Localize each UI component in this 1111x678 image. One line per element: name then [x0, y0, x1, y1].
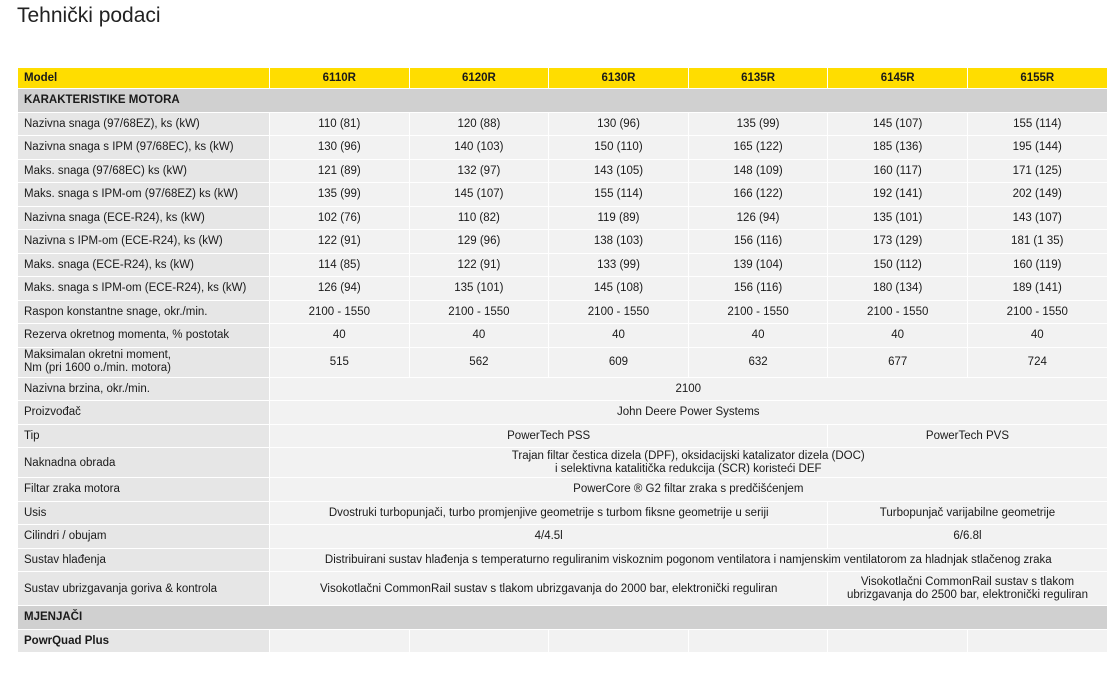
cell-value: 143 (107) [967, 206, 1107, 230]
row-label: Maks. snaga (97/68EC) ks (kW) [18, 159, 270, 183]
cell-value: 2100 [270, 377, 1108, 401]
cell-value: 110 (82) [409, 206, 549, 230]
table-row-aftertreatment [18, 448, 1108, 478]
row-label: Usis [18, 501, 270, 525]
cell-value: Turbopunjač varijabilne geometrije [828, 501, 1107, 525]
cell-value: 2100 - 1550 [409, 300, 549, 324]
cell-value: 110 (81) [270, 112, 410, 136]
cell-value: 202 (149) [967, 183, 1107, 207]
cell-value: 180 (134) [828, 277, 968, 301]
cell-value: 129 (96) [409, 230, 549, 254]
cell-value: 166 (122) [688, 183, 828, 207]
cell-value: 677 [828, 347, 968, 377]
table-row-intake [18, 501, 1108, 525]
cell-value: 150 (112) [828, 253, 968, 277]
cell-value: 181 (1 35) [967, 230, 1107, 254]
table-row [18, 112, 1108, 136]
cell-value [270, 448, 1108, 478]
cell-value: 135 (99) [688, 112, 828, 136]
cell-value: 171 (125) [967, 159, 1107, 183]
table-row [18, 230, 1108, 254]
row-label [18, 347, 270, 377]
cell-value: PowerTech PSS [270, 424, 828, 448]
cell-value: 40 [828, 324, 968, 348]
cell-value: 192 (141) [828, 183, 968, 207]
table-row-torque [18, 347, 1108, 377]
cell-value: 40 [967, 324, 1107, 348]
row-label: Maks. snaga s IPM-om (97/68EZ) ks (kW) [18, 183, 270, 207]
cell-value: 150 (110) [549, 136, 689, 160]
table-row [18, 183, 1108, 207]
cell-value: 724 [967, 347, 1107, 377]
cell-value: PowerCore ® G2 filtar zraka s predčišćenjem [270, 478, 1108, 502]
row-label: Sustav hlađenja [18, 548, 270, 572]
header-model: 6145R [828, 68, 968, 89]
row-label: Filtar zraka motora [18, 478, 270, 502]
cell-value: 145 (108) [549, 277, 689, 301]
row-label: Sustav ubrizgavanja goriva & kontrola [18, 572, 270, 606]
row-label-line: Maksimalan okretni moment, [24, 349, 171, 361]
cell-value: 562 [409, 347, 549, 377]
cell-value: 145 (107) [828, 112, 968, 136]
cell-value: 135 (101) [409, 277, 549, 301]
header-model: 6155R [967, 68, 1107, 89]
page-title: Tehnički podaci [17, 4, 161, 27]
row-label: Raspon konstantne snage, okr./min. [18, 300, 270, 324]
cell-value: 126 (94) [688, 206, 828, 230]
table-row-fuel-system [18, 572, 1108, 606]
cell-value: 2100 - 1550 [549, 300, 689, 324]
cell-value: 140 (103) [409, 136, 549, 160]
table-row [18, 136, 1108, 160]
row-label: Tip [18, 424, 270, 448]
cell-value: 40 [409, 324, 549, 348]
cell-value: 2100 - 1550 [688, 300, 828, 324]
cell-value: 148 (109) [688, 159, 828, 183]
row-label: Naknadna obrada [18, 448, 270, 478]
cell-value: 132 (97) [409, 159, 549, 183]
cell-value: 185 (136) [828, 136, 968, 160]
table-row [18, 253, 1108, 277]
row-label: Cilindri / obujam [18, 525, 270, 549]
cell-value: 156 (116) [688, 230, 828, 254]
cell-value [409, 629, 549, 653]
cell-value: 143 (105) [549, 159, 689, 183]
section-transmission [18, 606, 1108, 630]
row-label-line: Nm (pri 1600 o./min. motora) [24, 362, 171, 374]
row-label: Nazivna snaga (97/68EZ), ks (kW) [18, 112, 270, 136]
cell-value: 40 [270, 324, 410, 348]
cell-value: 155 (114) [549, 183, 689, 207]
cell-value: 2100 - 1550 [828, 300, 968, 324]
cell-value: John Deere Power Systems [270, 401, 1108, 425]
cell-value: 135 (101) [828, 206, 968, 230]
cell-value: 135 (99) [270, 183, 410, 207]
header-model: 6110R [270, 68, 410, 89]
table-row-powrquad [18, 629, 1108, 653]
table-row-manufacturer [18, 401, 1108, 425]
cell-line: ubrizgavanja do 2500 bar, elektronički reguliran [846, 588, 1088, 601]
cell-value: 632 [688, 347, 828, 377]
table-row-cylinders [18, 525, 1108, 549]
table-row [18, 277, 1108, 301]
row-label: Nazivna snaga s IPM (97/68EC), ks (kW) [18, 136, 270, 160]
cell-line: Trajan filtar čestica dizela (DPF), oksidacijski katalizator dizela (DOC) [511, 449, 865, 462]
cell-value: 126 (94) [270, 277, 410, 301]
cell-value: 114 (85) [270, 253, 410, 277]
cell-value: 122 (91) [270, 230, 410, 254]
cell-value: 515 [270, 347, 410, 377]
cell-line: i selektivna katalitička redukcija (SCR) koristeći DEF [555, 462, 822, 475]
cell-value: 133 (99) [549, 253, 689, 277]
row-label: PowrQuad Plus [18, 629, 270, 653]
cell-value: 165 (122) [688, 136, 828, 160]
table-row [18, 206, 1108, 230]
row-label: Proizvođač [18, 401, 270, 425]
cell-value: 4/4.5l [270, 525, 828, 549]
cell-value [688, 629, 828, 653]
cell-value: 609 [549, 347, 689, 377]
table-row-rated-speed [18, 377, 1108, 401]
cell-value [828, 629, 968, 653]
cell-value: 138 (103) [549, 230, 689, 254]
header-model: 6120R [409, 68, 549, 89]
cell-value: 156 (116) [688, 277, 828, 301]
table-row-type [18, 424, 1108, 448]
cell-value: 119 (89) [549, 206, 689, 230]
cell-value: 120 (88) [409, 112, 549, 136]
table-row-air-filter [18, 478, 1108, 502]
cell-value [828, 572, 1107, 606]
header-model: 6130R [549, 68, 689, 89]
table-row [18, 324, 1108, 348]
cell-value: 6/6.8l [828, 525, 1107, 549]
cell-value: 145 (107) [409, 183, 549, 207]
row-label: Nazivna s IPM-om (ECE-R24), ks (kW) [18, 230, 270, 254]
cell-value: 40 [688, 324, 828, 348]
row-label: Maks. snaga (ECE-R24), ks (kW) [18, 253, 270, 277]
row-label: Nazivna snaga (ECE-R24), ks (kW) [18, 206, 270, 230]
cell-value: 155 (114) [967, 112, 1107, 136]
table-row [18, 300, 1108, 324]
section-engine [18, 89, 1108, 113]
cell-value: 173 (129) [828, 230, 968, 254]
header-model-label: Model [18, 68, 270, 89]
cell-value: 102 (76) [270, 206, 410, 230]
cell-value: 160 (119) [967, 253, 1107, 277]
cell-value: 160 (117) [828, 159, 968, 183]
cell-line: Visokotlačni CommonRail sustav s tlakom [860, 575, 1075, 588]
specs-table [17, 67, 1108, 653]
cell-value: 130 (96) [270, 136, 410, 160]
cell-value: 122 (91) [409, 253, 549, 277]
cell-value: 195 (144) [967, 136, 1107, 160]
cell-value: Dvostruki turbopunjači, turbo promjenjive geometrije s turbom fiksne geometrije u seriji [270, 501, 828, 525]
cell-value: 2100 - 1550 [270, 300, 410, 324]
cell-value: Visokotlačni CommonRail sustav s tlakom ubrizgavanja do 2000 bar, elektronički reguliran [270, 572, 828, 606]
header-model: 6135R [688, 68, 828, 89]
cell-value: 189 (141) [967, 277, 1107, 301]
row-label: Rezerva okretnog momenta, % postotak [18, 324, 270, 348]
cell-value [967, 629, 1107, 653]
row-label: Maks. snaga s IPM-om (ECE-R24), ks (kW) [18, 277, 270, 301]
table-row [18, 159, 1108, 183]
cell-value: 130 (96) [549, 112, 689, 136]
section-title: MJENJAČI [18, 606, 1108, 630]
row-label: Nazivna brzina, okr./min. [18, 377, 270, 401]
cell-value: 121 (89) [270, 159, 410, 183]
section-title: KARAKTERISTIKE MOTORA [18, 89, 1108, 113]
cell-value: PowerTech PVS [828, 424, 1107, 448]
cell-value [270, 629, 410, 653]
header-row [18, 68, 1108, 89]
cell-value: Distribuirani sustav hlađenja s temperaturno reguliranim viskoznim pogonom ventilatora i namjenskim ventilatorom za hladnjak stlačenog zraka [270, 548, 1108, 572]
cell-value: 139 (104) [688, 253, 828, 277]
cell-value: 40 [549, 324, 689, 348]
cell-value [549, 629, 689, 653]
cell-value: 2100 - 1550 [967, 300, 1107, 324]
table-row-cooling [18, 548, 1108, 572]
